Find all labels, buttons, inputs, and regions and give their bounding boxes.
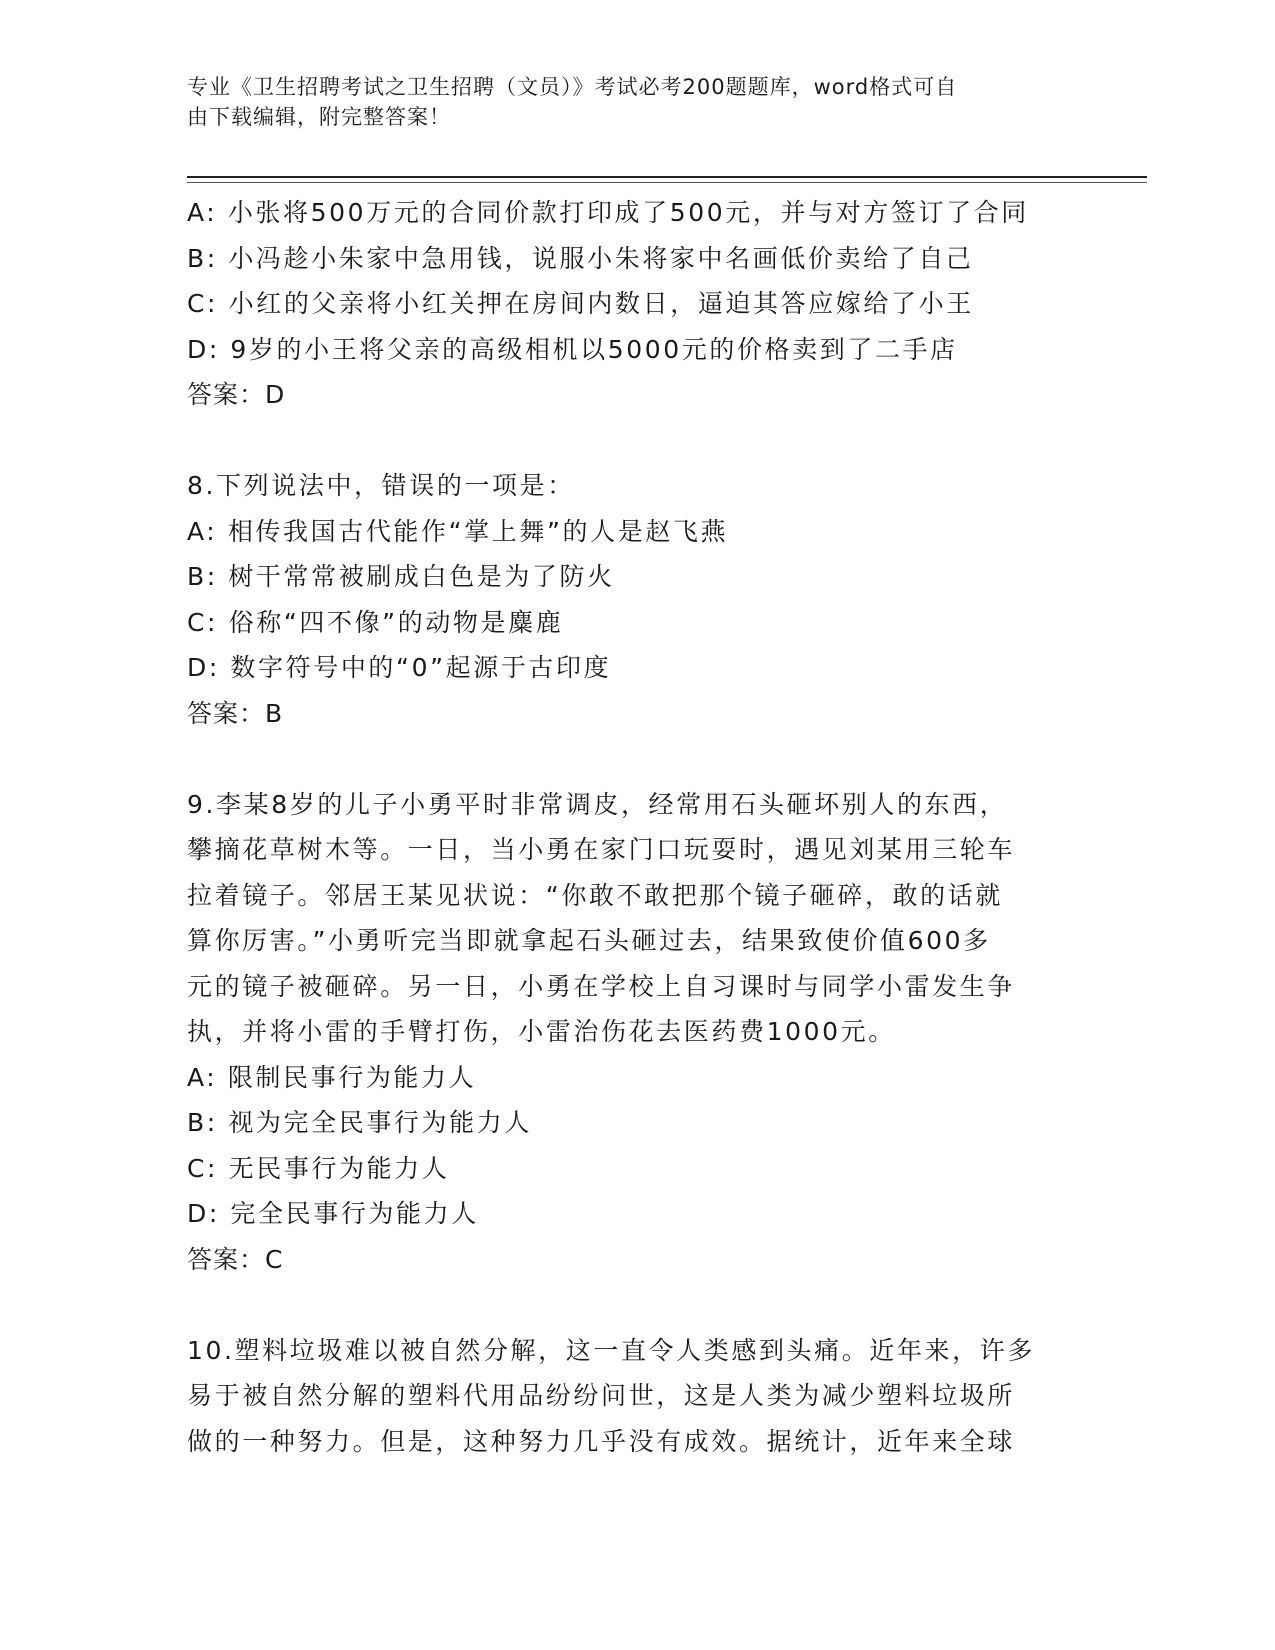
q7-option-d: D: 9岁的小王将父亲的高级相机以5000元的价格卖到了二手店: [187, 334, 958, 364]
q9-stem-line: 9.李某8岁的儿子小勇平时非常调皮，经常用石头砸坏别人的东西，: [187, 789, 1008, 819]
question-8: [187, 463, 1087, 736]
spacer: [187, 418, 1087, 464]
header-line-1: 专业《卫生招聘考试之卫生招聘（文员）》考试必考200题题库，word格式可自: [187, 75, 958, 99]
q9-option-d: D: 完全民事行为能力人: [187, 1199, 479, 1228]
q9-option-a: A: 限制民事行为能力人: [187, 1062, 477, 1092]
header-line-2: 由下载编辑，附完整答案！: [187, 105, 451, 129]
q9-stem-line: 攀摘花草树木等。一日，当小勇在家门口玩耍时，遇见刘某用三轮车: [187, 835, 1016, 864]
spacer: [187, 736, 1087, 782]
q8-option-b: B: 树干常常被刷成白色是为了防火: [187, 562, 615, 591]
q8-stem: 8.下列说法中，错误的一项是：: [187, 471, 575, 500]
q7-option-a: A: 小张将500万元的合同价款打印成了500元，并与对方签订了合同: [187, 198, 1029, 227]
question-7: [187, 190, 1087, 418]
header-divider-thick: [187, 176, 1147, 178]
q7-answer: 答案：D: [187, 380, 286, 409]
q8-option-d: D: 数字符号中的“0”起源于古印度: [187, 653, 612, 682]
q9-stem-line: 拉着镜子。邻居王某见状说：“你敢不敢把那个镜子砸碎，敢的话就: [187, 880, 1003, 910]
question-content: [187, 190, 1087, 1464]
q7-option-b: B: 小冯趁小朱家中急用钱，说服小朱将家中名画低价卖给了自己: [187, 243, 974, 273]
q8-answer: 答案：B: [187, 698, 284, 728]
q9-stem-line: 执，并将小雷的手臂打伤，小雷治伤花去医药费1000元。: [187, 1017, 896, 1046]
q9-stem-line: 元的镜子被砸碎。另一日，小勇在学校上自习课时与同学小雷发生争: [187, 971, 1016, 1001]
q9-option-c: C: 无民事行为能力人: [187, 1153, 450, 1183]
q9-option-b: B: 视为完全民事行为能力人: [187, 1108, 532, 1137]
q9-answer: 答案：C: [187, 1244, 284, 1274]
q10-stem-line: 做的一种努力。但是，这种努力几乎没有成效。据统计，近年来全球: [187, 1426, 1016, 1456]
q7-option-c: C: 小红的父亲将小红关押在房间内数日，逼迫其答应嫁给了小王: [187, 289, 974, 318]
q10-stem-line: 10.塑料垃圾难以被自然分解，这一直令人类感到头痛。近年来，许多: [187, 1335, 1035, 1365]
q9-stem-line: 算你厉害。”小勇听完当即就拿起石头砸过去，结果致使价值600多: [187, 926, 991, 955]
question-9: [187, 782, 1087, 1283]
spacer: [187, 1282, 1087, 1328]
document-header: [187, 72, 1087, 132]
q8-option-c: C: 俗称“四不像”的动物是麋鹿: [187, 607, 564, 637]
q10-stem-line: 易于被自然分解的塑料代用品纷纷问世，这是人类为减少塑料垃圾所: [187, 1381, 1016, 1410]
question-10: [187, 1328, 1087, 1465]
q8-option-a: A: 相传我国古代能作“掌上舞”的人是赵飞燕: [187, 516, 729, 546]
header-divider-thin: [187, 182, 1147, 183]
